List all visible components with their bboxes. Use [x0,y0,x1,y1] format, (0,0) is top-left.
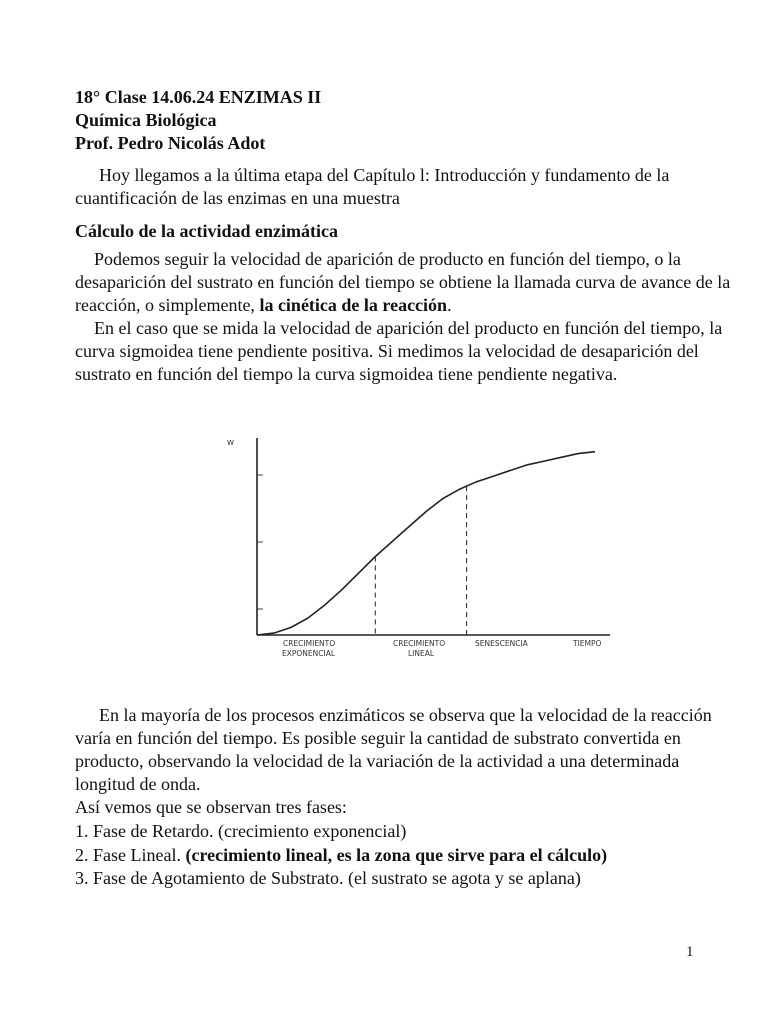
x-axis-label: TIEMPO [573,639,602,648]
region-label-exponential-1: CRECIMIENTO [283,639,336,648]
region-label-linear-2: LINEAL [408,649,435,658]
progress-curve-line [257,452,595,635]
list-item: 1. Fase de Retardo. (crecimiento exponencial) [75,821,407,841]
paragraph-sigmoid: En el caso que se mida la velocidad de aparición del producto en función del tiempo, la curva sigmoidea tiene pendiente positiva. Si medimos la velocidad de desaparición del sustrato en función del tiempo la curva sigmoidea tiene pendiente negativa. [75,318,723,384]
progress-curve-figure [225,430,625,670]
region-label-linear-1: CRECIMIENTO [393,639,446,648]
phase-list [75,820,607,891]
y-axis-label: W [227,439,234,447]
progress-curve-chart [225,430,625,665]
body-section-2 [75,704,735,819]
document-header [75,86,321,155]
professor-name: Prof. Pedro Nicolás Adot [75,133,266,153]
paragraph-kinetics: Podemos seguir la velocidad de aparición de producto en función del tiempo, o la desaparición del sustrato en función del tiempo se obtiene la llamada curva de avance de la reacción, o simplemente, la cinética de la reacción. [75,249,731,315]
intro-paragraph: Hoy llegamos a la última etapa del Capítulo l: Introducción y fundamento de la cuantificación de las enzimas en una muestra [75,165,670,208]
paragraph-reaction-rate: En la mayoría de los procesos enzimáticos se observa que la velocidad de la reacción varía en función del tiempo. Es posible seguir la cantidad de substrato convertida en producto, observando la velocidad de la variación de la actividad a una determinada longitud de onda. [75,705,712,794]
kinetics-bold: la cinética de la reacción [259,295,448,315]
page-number: 1 [686,944,694,960]
list-item: 2. Fase Lineal. (crecimiento lineal, es la zona que sirve para el cálculo) [75,844,608,865]
region-label-senescence: SENESCENCIA [475,639,528,648]
list-item: 3. Fase de Agotamiento de Substrato. (el sustrato se agota y se aplana) [75,868,581,888]
region-label-exponential-2: EXPONENCIAL [282,649,336,658]
section-title: Cálculo de la actividad enzimática [75,221,338,241]
paragraph-three-phases: Así vemos que se observan tres fases: [75,797,347,817]
course-name: Química Biológica [75,110,217,130]
class-title: 18° Clase 14.06.24 ENZIMAS II [75,87,322,107]
body-section-1 [75,248,735,386]
